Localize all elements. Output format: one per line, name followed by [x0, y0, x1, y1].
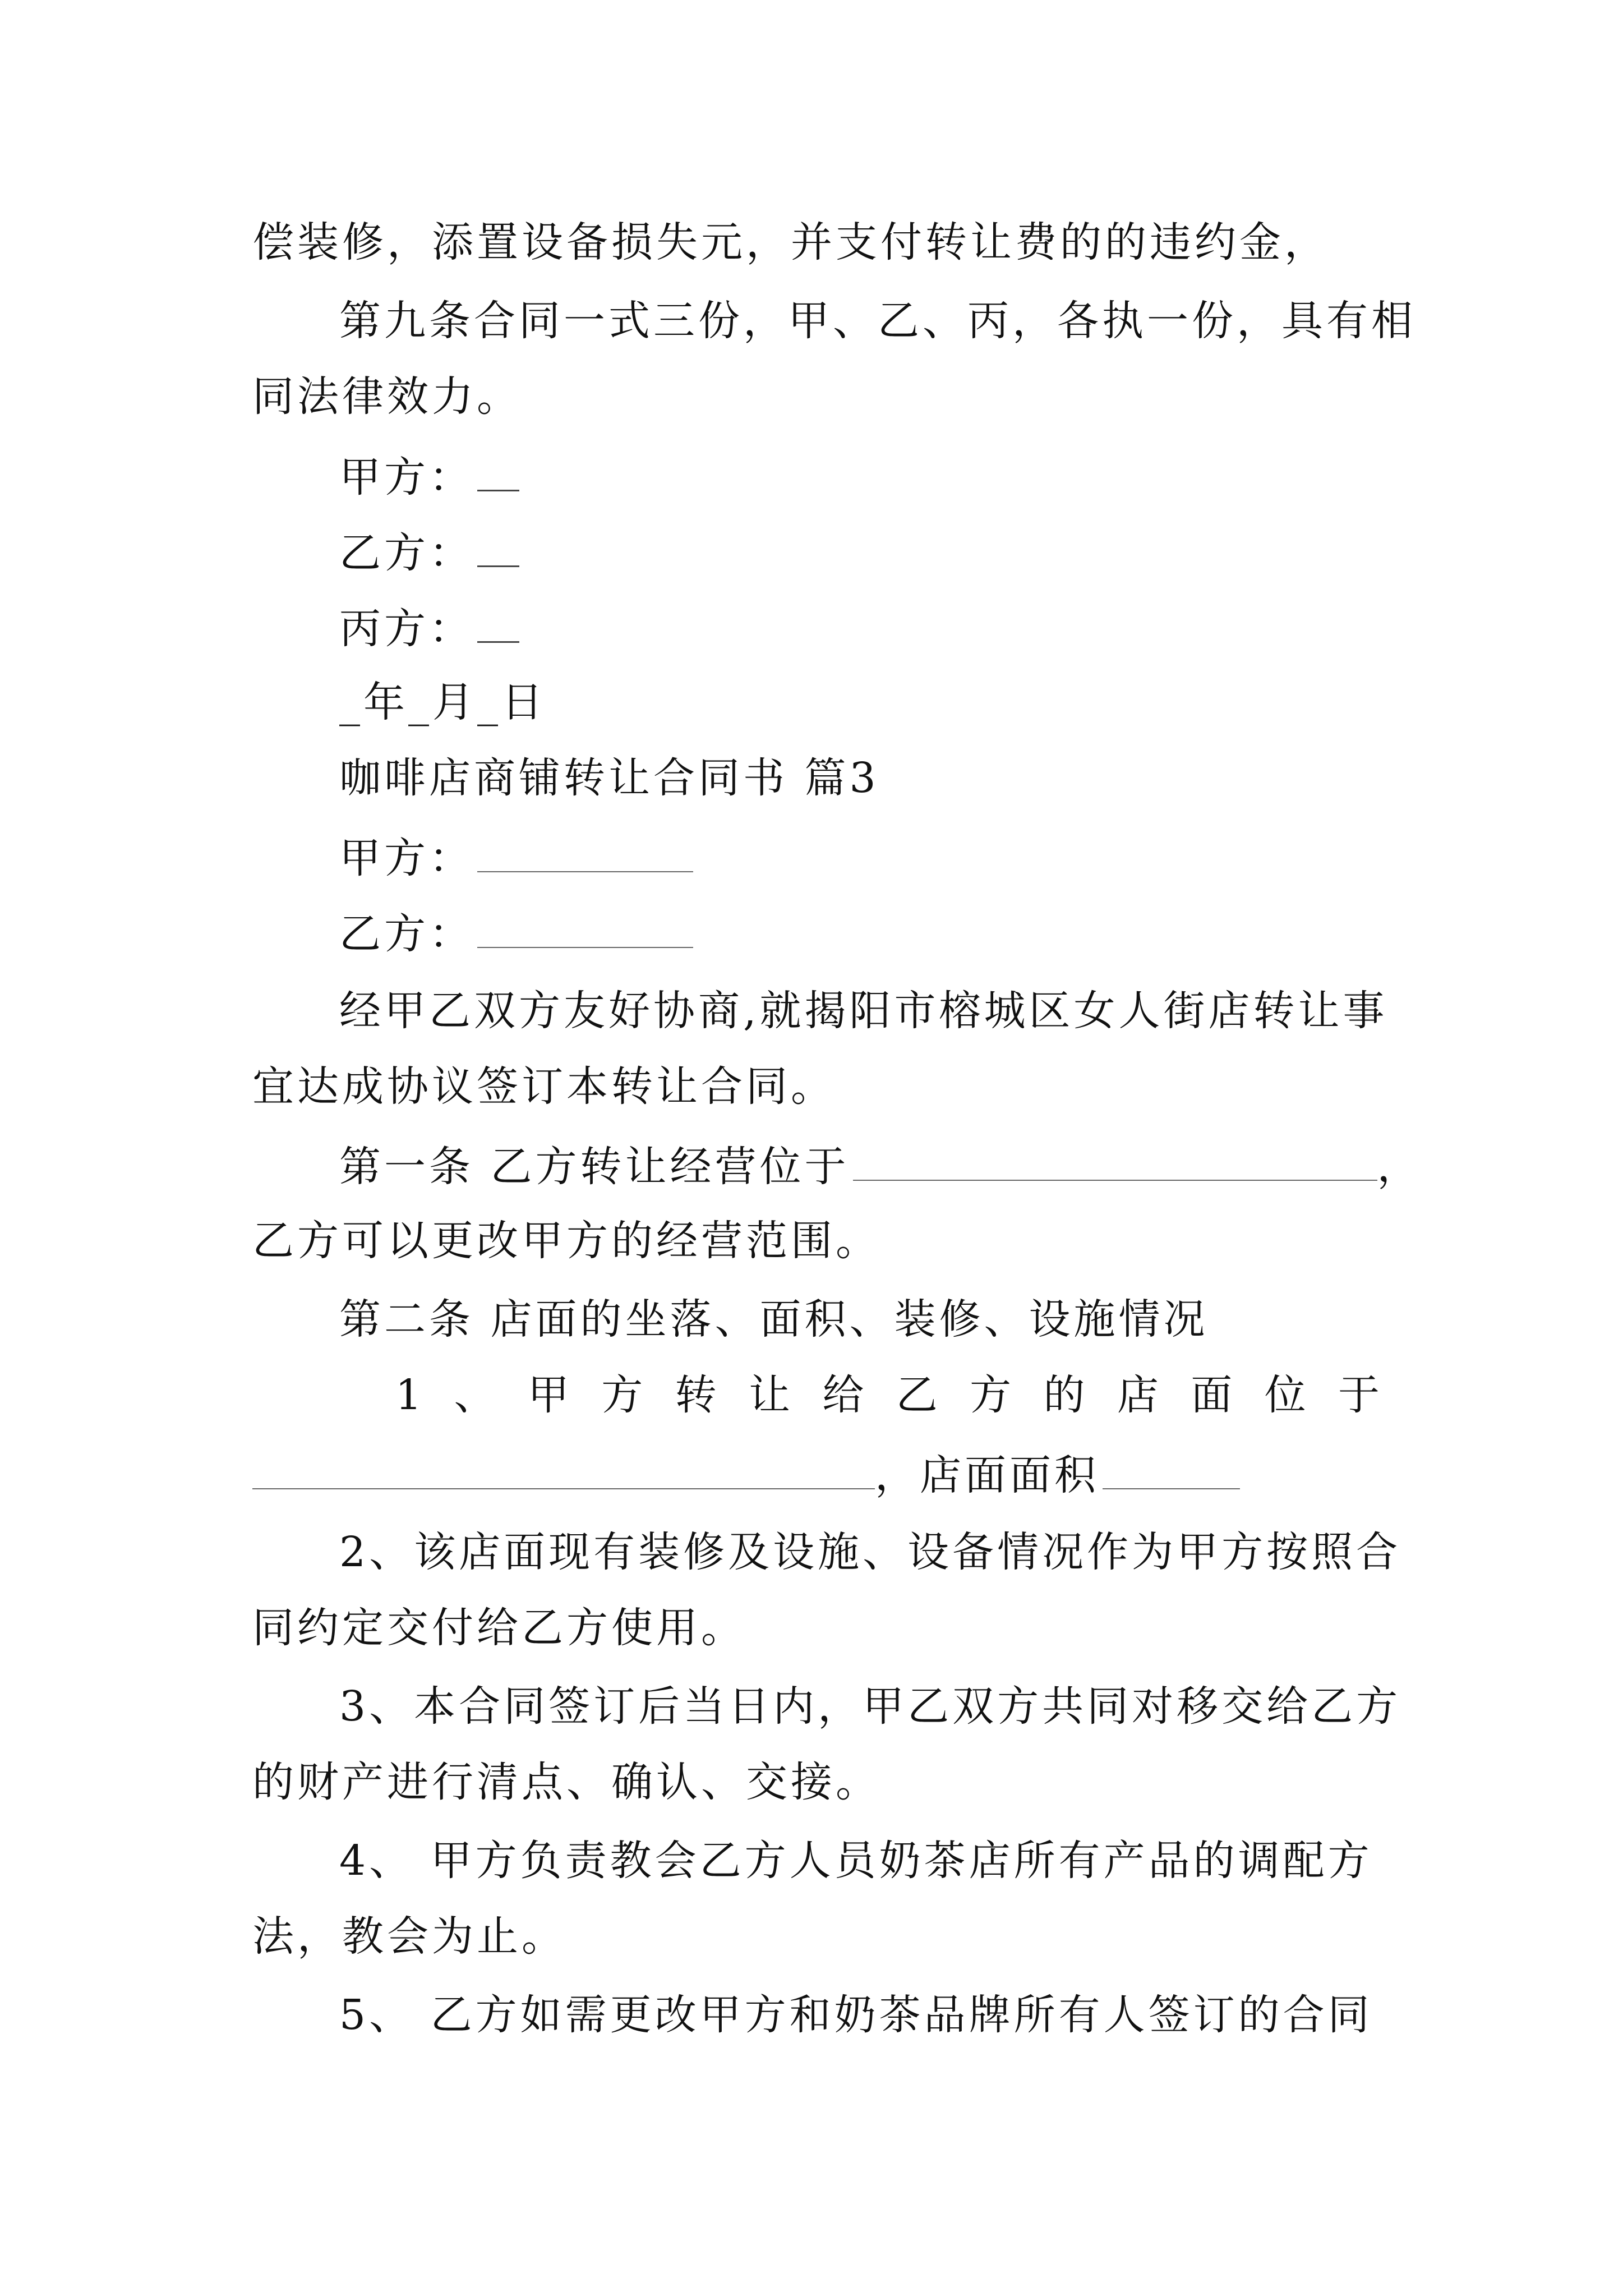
party-c-label: 丙方：	[339, 604, 474, 653]
clause-two-title: 第二条 店面的坐落、面积、装修、设施情况	[339, 1295, 1209, 1343]
spread-char: 位	[1264, 1371, 1306, 1419]
text-line: 4、 甲方负责教会乙方人员奶茶店所有产品的调配方	[339, 1837, 1373, 1885]
text-line: 宜达成协议签订本转让合同。	[252, 1062, 836, 1111]
text-line: 经甲乙双方友好协商,就揭阳市榕城区女人街店转让事	[339, 987, 1388, 1035]
section-title: 咖啡店商铺转让合同书 篇3	[339, 754, 879, 802]
signature-line-party-b	[339, 909, 693, 958]
text-line: 同约定交付给乙方使用。	[252, 1604, 746, 1652]
spread-char: 方	[601, 1371, 643, 1419]
blank-field	[477, 454, 519, 491]
blank-field	[1103, 1453, 1240, 1489]
spread-char: 的	[1043, 1371, 1085, 1419]
spread-char: 乙	[896, 1371, 938, 1419]
blank-field	[477, 606, 519, 643]
clause-one-text: 第一条 乙方转让经营位于	[339, 1142, 850, 1191]
party-b-label: 乙方：	[339, 909, 474, 958]
spread-char: 甲	[527, 1371, 569, 1419]
clause-one-line	[339, 1142, 1422, 1191]
party-a-label: 甲方：	[339, 453, 474, 501]
spread-char: 方	[970, 1371, 1012, 1419]
blank-field	[477, 836, 693, 872]
signature-line-party-a	[339, 834, 693, 882]
spread-line	[395, 1371, 1380, 1419]
text-line: 2、该店面现有装修及设施、设备情况作为甲方按照合	[339, 1528, 1401, 1576]
text-line: 同法律效力。	[252, 372, 522, 421]
party-b-label: 乙方：	[339, 528, 474, 577]
spread-char: 让	[748, 1371, 790, 1419]
signature-line-party-b	[339, 528, 519, 577]
party-a-label: 甲方：	[339, 834, 474, 882]
text-line: 偿装修，添置设备损失元，并支付转让费的的违约金，	[252, 218, 1329, 266]
blank-field	[477, 530, 519, 567]
spread-char: 店	[1117, 1371, 1159, 1419]
blank-field	[853, 1144, 1377, 1181]
signature-line-party-c	[339, 604, 519, 653]
text-line: 的财产进行清点、确认、交接。	[252, 1758, 880, 1806]
spread-char: 转	[675, 1371, 717, 1419]
text-line: 乙方可以更改甲方的经营范围。	[252, 1217, 880, 1265]
blank-field	[252, 1453, 875, 1489]
text-line: 第九条合同一式三份，甲、乙、丙，各执一份，具有相	[339, 297, 1416, 345]
area-line	[252, 1451, 1240, 1499]
text-line: 3、本合同签订后当日内，甲乙双方共同对移交给乙方	[339, 1682, 1401, 1731]
spread-char: 于	[1338, 1371, 1380, 1419]
blank-field	[477, 912, 693, 948]
area-label: ，店面面积	[875, 1451, 1099, 1499]
text-line: 法，教会为止。	[252, 1912, 566, 1961]
comma: ，	[1377, 1142, 1422, 1191]
spread-char: 、	[454, 1371, 496, 1419]
spread-char: 1	[395, 1371, 422, 1419]
signature-line-party-a	[339, 453, 519, 501]
date-line: _年_月_日	[339, 678, 546, 726]
spread-char: 面	[1191, 1371, 1233, 1419]
text-line: 5、 乙方如需更改甲方和奶茶品牌所有人签订的合同	[339, 1991, 1373, 2039]
spread-char: 给	[822, 1371, 864, 1419]
